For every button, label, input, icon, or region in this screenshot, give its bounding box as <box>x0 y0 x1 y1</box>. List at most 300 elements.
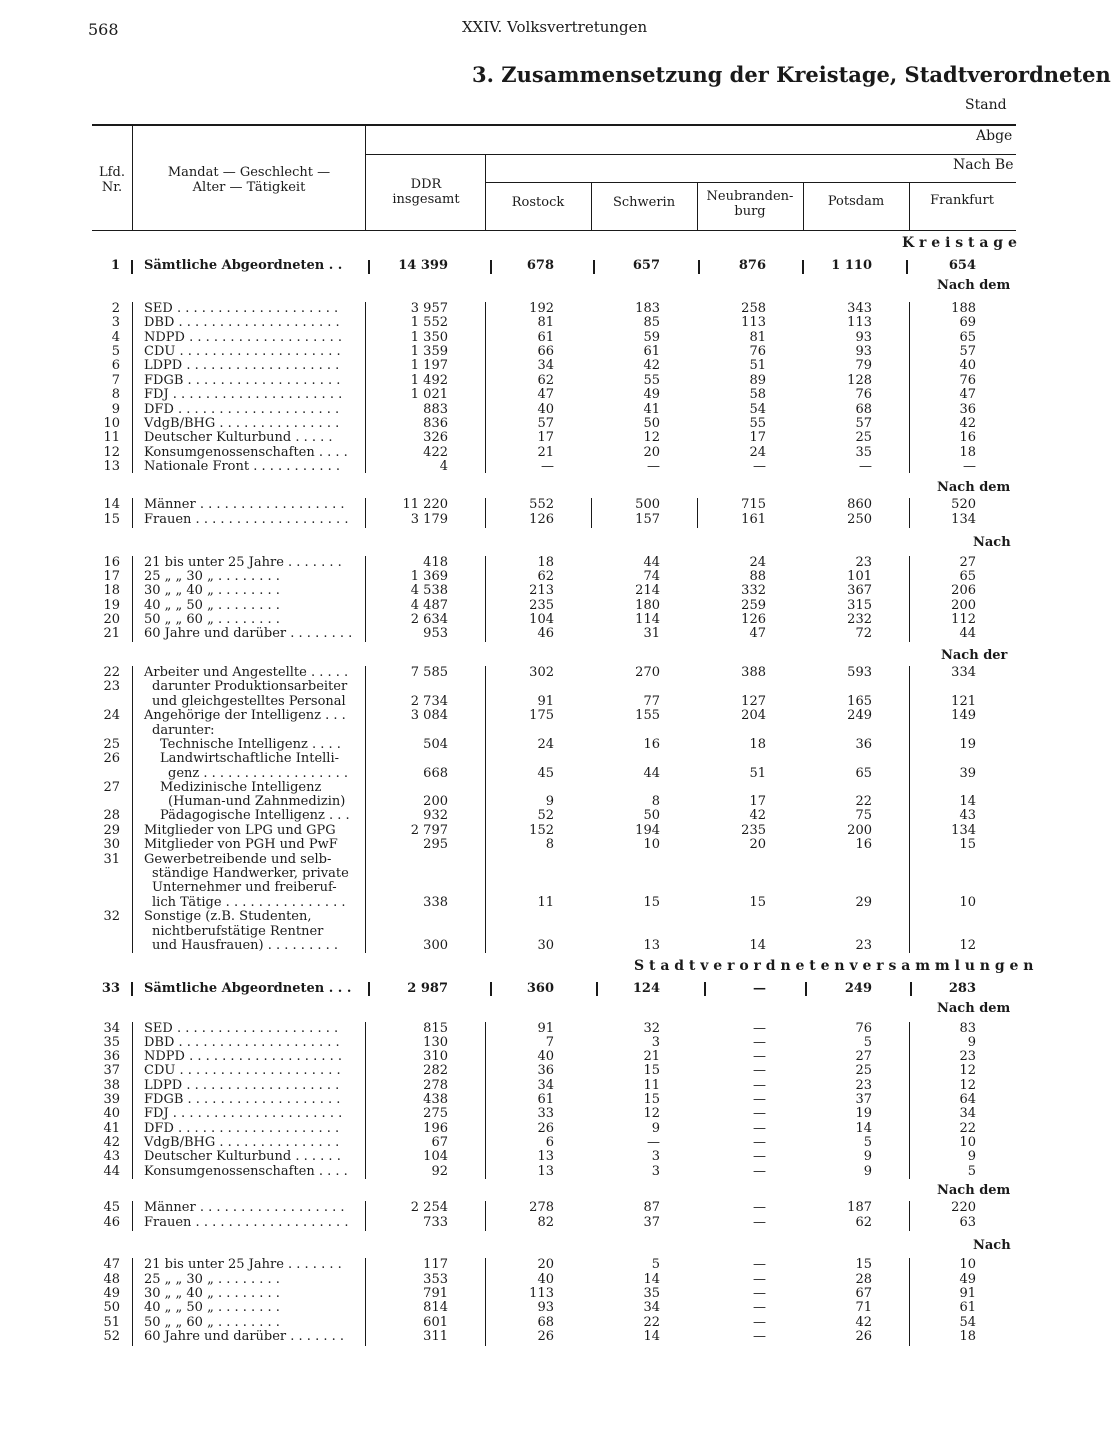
cell-value: 50 <box>643 416 660 431</box>
cell-value: 155 <box>635 708 660 723</box>
table-row <box>0 896 1024 910</box>
cell-value: 36 <box>537 1063 554 1078</box>
cell-value: 278 <box>423 1078 448 1093</box>
cell-value: 876 <box>738 258 766 273</box>
table-row <box>0 1107 1024 1121</box>
cell-value: 46 <box>537 626 554 641</box>
cell-value: 101 <box>847 569 872 584</box>
cell-value: 282 <box>423 1063 448 1078</box>
cell-value: 13 <box>537 1164 554 1179</box>
cell-value: 16 <box>643 737 660 752</box>
cell-value: 1 492 <box>410 373 448 388</box>
row-number: 21 <box>103 626 120 641</box>
cell-value: 36 <box>855 737 872 752</box>
cell-value: 9 <box>545 794 554 809</box>
table-row <box>0 1165 1024 1179</box>
cell-value: 1 359 <box>410 344 448 359</box>
row-number: 11 <box>103 430 120 445</box>
cell-value: 45 <box>537 766 554 781</box>
cell-value: 12 <box>643 1106 660 1121</box>
cell-value: 9 <box>967 1035 976 1050</box>
cell-value: 81 <box>749 330 766 345</box>
cell-value: 9 <box>967 1149 976 1164</box>
cell-value: 65 <box>855 766 872 781</box>
table-row <box>0 613 1024 627</box>
cell-value: 26 <box>537 1329 554 1344</box>
cell-value: — <box>753 1272 766 1287</box>
row-label: LDPD . . . . . . . . . . . . . . . . . . . <box>144 1078 340 1093</box>
subhead: Nach <box>973 535 1011 550</box>
cell-value: 69 <box>959 315 976 330</box>
table-row <box>0 1301 1024 1315</box>
cell-value: 66 <box>537 344 554 359</box>
row-label: VdgB/BHG . . . . . . . . . . . . . . . <box>144 1135 340 1150</box>
row-label: Sonstige (z.B. Studenten, <box>144 909 312 924</box>
row-number: 45 <box>103 1200 120 1215</box>
cell-value: 35 <box>855 445 872 460</box>
cell-value: 28 <box>855 1272 872 1287</box>
table-row <box>0 345 1024 359</box>
cell-value: — <box>753 1021 766 1036</box>
table-row <box>0 302 1024 316</box>
row-number: 23 <box>103 679 120 694</box>
cell-value: 24 <box>749 555 766 570</box>
cell-value: 104 <box>423 1149 448 1164</box>
cell-value: 91 <box>959 1286 976 1301</box>
header-lfd-nr <box>94 165 130 195</box>
cell-value: — <box>753 459 766 474</box>
cell-value: 64 <box>959 1092 976 1107</box>
table-row <box>0 925 1024 939</box>
cell-value: 15 <box>959 837 976 852</box>
cell-value: 68 <box>855 402 872 417</box>
cell-value: 65 <box>959 330 976 345</box>
cell-value: — <box>753 1149 766 1164</box>
cell-value: 25 <box>855 430 872 445</box>
cell-value: 814 <box>423 1300 448 1315</box>
cell-value: 14 399 <box>398 258 448 273</box>
row-label: Konsumgenossenschaften . . . . <box>144 445 348 460</box>
cell-value: 117 <box>423 1257 448 1272</box>
row-label: Pädagogische Intelligenz . . . <box>160 808 350 823</box>
cell-value: 500 <box>635 497 660 512</box>
cell-value: 68 <box>537 1315 554 1330</box>
cell-value: 187 <box>847 1200 872 1215</box>
cell-value: 121 <box>951 694 976 709</box>
row-number: 10 <box>103 416 120 431</box>
cell-value: 192 <box>529 301 554 316</box>
cell-value: 15 <box>643 1092 660 1107</box>
row-label: 40 „ „ 50 „ . . . . . . . . <box>144 598 280 613</box>
cell-value: 113 <box>741 315 766 330</box>
cell-value: 302 <box>529 665 554 680</box>
header-mandat <box>135 165 363 195</box>
row-number: 52 <box>103 1329 120 1344</box>
table-row <box>0 1287 1024 1301</box>
cell-value: 388 <box>741 665 766 680</box>
cell-value: 19 <box>959 737 976 752</box>
row-number: 20 <box>103 612 120 627</box>
row-label: lich Tätige . . . . . . . . . . . . . . . <box>152 895 346 910</box>
cell-value: 87 <box>643 1200 660 1215</box>
cell-value: 29 <box>855 895 872 910</box>
cell-value: 360 <box>526 981 554 996</box>
row-label: Nationale Front . . . . . . . . . . . <box>144 459 341 474</box>
row-label: DFD . . . . . . . . . . . . . . . . . . . . <box>144 402 340 417</box>
cell-value: 44 <box>959 626 976 641</box>
cell-value: 17 <box>749 794 766 809</box>
cell-value: 23 <box>855 555 872 570</box>
cell-value: 183 <box>635 301 660 316</box>
cell-value: 258 <box>741 301 766 316</box>
cell-value: 343 <box>847 301 872 316</box>
cell-value: — <box>753 1035 766 1050</box>
cell-value: 22 <box>959 1121 976 1136</box>
cell-value: 104 <box>529 612 554 627</box>
cell-value: 6 <box>545 1135 554 1150</box>
cell-value: 88 <box>749 569 766 584</box>
table-row <box>0 795 1024 809</box>
cell-value: 188 <box>951 301 976 316</box>
cell-value: 124 <box>632 981 660 996</box>
cell-value: 16 <box>959 430 976 445</box>
cell-value: 126 <box>741 612 766 627</box>
row-number: 48 <box>103 1272 120 1287</box>
cell-value: 18 <box>537 555 554 570</box>
cell-value: 14 <box>643 1329 660 1344</box>
top-rule <box>92 124 1016 126</box>
row-number: 34 <box>103 1021 120 1036</box>
cell-value: 27 <box>959 555 976 570</box>
header-nr: Nr. <box>101 180 123 195</box>
row-number: 51 <box>103 1315 120 1330</box>
cell-value: 9 <box>863 1149 872 1164</box>
cell-value: 57 <box>537 416 554 431</box>
cell-value: 47 <box>537 387 554 402</box>
cell-value: 15 <box>643 1063 660 1078</box>
row-label: nichtberufstätige Rentner <box>152 924 324 939</box>
row-label: Konsumgenossenschaften . . . . <box>144 1164 348 1179</box>
cell-value: 15 <box>749 895 766 910</box>
cell-value: 55 <box>643 373 660 388</box>
cell-value: 214 <box>635 583 660 598</box>
row-label: DBD . . . . . . . . . . . . . . . . . . . . <box>144 1035 340 1050</box>
row-label: FDGB . . . . . . . . . . . . . . . . . . . <box>144 1092 341 1107</box>
row-number: 47 <box>103 1257 120 1272</box>
cell-value: 12 <box>959 1063 976 1078</box>
cell-value: 18 <box>959 445 976 460</box>
row-label: 30 „ „ 40 „ . . . . . . . . <box>144 583 280 598</box>
cell-value: 49 <box>959 1272 976 1287</box>
cell-value: 92 <box>431 1164 448 1179</box>
cell-value: 332 <box>741 583 766 598</box>
cell-value: — <box>753 1257 766 1272</box>
cell-value: 12 <box>959 938 976 953</box>
cell-value: 22 <box>855 794 872 809</box>
row-label: FDJ . . . . . . . . . . . . . . . . . . . . . <box>144 387 343 402</box>
cell-value: 161 <box>741 512 766 527</box>
cell-value: 5 <box>651 1257 660 1272</box>
cell-value: 654 <box>948 258 976 273</box>
cell-value: 37 <box>643 1215 660 1230</box>
cell-value: 1 350 <box>410 330 448 345</box>
cell-value: 21 <box>643 1049 660 1064</box>
row-number: 9 <box>111 402 120 417</box>
table-row <box>0 1022 1024 1036</box>
cell-value: — <box>753 1078 766 1093</box>
row-label: ständige Handwerker, private <box>152 866 349 881</box>
row-label: SED . . . . . . . . . . . . . . . . . . . . <box>144 301 339 316</box>
table-row <box>0 1258 1024 1272</box>
cell-value: 8 <box>545 837 554 852</box>
table-row <box>0 1150 1024 1164</box>
cell-value: 422 <box>423 445 448 460</box>
cell-value: — <box>753 1286 766 1301</box>
cell-value: 54 <box>959 1315 976 1330</box>
cell-value: 601 <box>423 1315 448 1330</box>
row-label: FDGB . . . . . . . . . . . . . . . . . . . <box>144 373 341 388</box>
cell-value: 520 <box>951 497 976 512</box>
cell-value: 91 <box>537 1021 554 1036</box>
cell-value: 791 <box>423 1286 448 1301</box>
row-number: 49 <box>103 1286 120 1301</box>
row-number: 5 <box>111 344 120 359</box>
section-kreistage: K r e i s t a g e <box>902 235 1017 251</box>
header-divider <box>485 155 486 230</box>
cell-value: 43 <box>959 808 976 823</box>
table-row <box>0 374 1024 388</box>
cell-value: 200 <box>847 823 872 838</box>
row-number: 15 <box>103 512 120 527</box>
row-number: 12 <box>103 445 120 460</box>
cell-value: 2 254 <box>410 1200 448 1215</box>
cell-value: 93 <box>855 330 872 345</box>
row-number: 44 <box>103 1164 120 1179</box>
cell-value: 47 <box>749 626 766 641</box>
subhead: Nach <box>973 1238 1011 1253</box>
cell-value: 5 <box>967 1164 976 1179</box>
cell-value: 44 <box>643 555 660 570</box>
row-label: 25 „ „ 30 „ . . . . . . . . <box>144 569 280 584</box>
cell-value: 34 <box>537 358 554 373</box>
table-row <box>0 556 1024 570</box>
cell-value: 67 <box>855 1286 872 1301</box>
row-number: 27 <box>103 780 120 795</box>
cell-value: 52 <box>537 808 554 823</box>
row-number: 40 <box>103 1106 120 1121</box>
cell-value: — <box>753 1049 766 1064</box>
header-divider <box>132 125 133 230</box>
row-label: Deutscher Kulturbund . . . . . . <box>144 1149 341 1164</box>
row-number: 50 <box>103 1300 120 1315</box>
cell-value: 4 487 <box>410 598 448 613</box>
table-row <box>0 570 1024 584</box>
row-number: 24 <box>103 708 120 723</box>
row-number: 22 <box>103 665 120 680</box>
cell-value: 204 <box>741 708 766 723</box>
table-row <box>0 460 1024 474</box>
header-abge: Abge <box>976 128 1013 144</box>
row-number: 43 <box>103 1149 120 1164</box>
cell-value: — <box>753 1164 766 1179</box>
cell-value: 134 <box>951 823 976 838</box>
cell-value: 30 <box>537 938 554 953</box>
cell-value: 34 <box>959 1106 976 1121</box>
row-label: Sämtliche Abgeordneten . . <box>144 258 343 273</box>
cell-value: 1 197 <box>410 358 448 373</box>
cell-value: 353 <box>423 1272 448 1287</box>
cell-value: 63 <box>959 1215 976 1230</box>
row-number: 32 <box>103 909 120 924</box>
cell-value: 275 <box>423 1106 448 1121</box>
table-row <box>0 388 1024 402</box>
table-row <box>0 680 1024 694</box>
cell-value: 200 <box>951 598 976 613</box>
cell-value: 93 <box>855 344 872 359</box>
cell-value: — <box>647 459 660 474</box>
cell-value: 40 <box>537 1049 554 1064</box>
cell-value: 19 <box>855 1106 872 1121</box>
row-label: Frauen . . . . . . . . . . . . . . . . . . . <box>144 1215 349 1230</box>
header-bottom-rule <box>92 230 1016 231</box>
cell-value: 300 <box>423 938 448 953</box>
cell-value: 311 <box>423 1329 448 1344</box>
cell-value: 2 987 <box>407 981 448 996</box>
header-mandat-line1: Mandat — Geschlecht — <box>167 165 331 180</box>
row-label: CDU . . . . . . . . . . . . . . . . . . . . <box>144 1063 341 1078</box>
abge-rule <box>365 154 1016 155</box>
row-label: 21 bis unter 25 Jahre . . . . . . . <box>144 1257 342 1272</box>
cell-value: 33 <box>537 1106 554 1121</box>
cell-value: 235 <box>741 823 766 838</box>
cell-value: 77 <box>643 694 660 709</box>
row-label: (Human-und Zahnmedizin) <box>168 794 346 809</box>
table-row <box>0 1201 1024 1215</box>
table-row <box>0 417 1024 431</box>
row-label: Männer . . . . . . . . . . . . . . . . . . <box>144 497 345 512</box>
cell-value: 40 <box>959 358 976 373</box>
row-label: 60 Jahre und darüber . . . . . . . . <box>144 626 353 641</box>
cell-value: 61 <box>537 1092 554 1107</box>
cell-value: 815 <box>423 1021 448 1036</box>
cell-value: 42 <box>643 358 660 373</box>
cell-value: 128 <box>847 373 872 388</box>
cell-value: 2 734 <box>410 694 448 709</box>
row-number: 38 <box>103 1078 120 1093</box>
cell-value: — <box>541 459 554 474</box>
cell-value: 10 <box>959 1135 976 1150</box>
table-row <box>0 939 1024 953</box>
cell-value: 44 <box>643 766 660 781</box>
cell-value: 42 <box>855 1315 872 1330</box>
cell-value: 17 <box>537 430 554 445</box>
subhead: Nach dem <box>937 278 1011 293</box>
table-row <box>0 695 1024 709</box>
cell-value: 27 <box>855 1049 872 1064</box>
cell-value: 18 <box>749 737 766 752</box>
cell-value: 76 <box>855 387 872 402</box>
row-label: 50 „ „ 60 „ . . . . . . . . <box>144 612 280 627</box>
row-label: Sämtliche Abgeordneten . . . <box>144 981 352 996</box>
stand-label: Stand <box>965 97 1007 113</box>
header-frankfurt: Frankfurt <box>930 193 994 208</box>
cell-value: 62 <box>537 373 554 388</box>
cell-value: 42 <box>749 808 766 823</box>
cell-value: 3 <box>651 1035 660 1050</box>
cell-value: 17 <box>749 430 766 445</box>
header-ddr <box>368 177 484 207</box>
header-lfd: Lfd. <box>99 165 125 180</box>
cell-value: 24 <box>537 737 554 752</box>
cell-value: 23 <box>959 1049 976 1064</box>
cell-value: — <box>753 1106 766 1121</box>
section-stadtverordnetenversammlungen: S t a d t v e r o r d n e t e n v e r s a m m l u n g e n <box>634 958 1034 974</box>
header-mandat-line2: Alter — Tätigkeit <box>192 180 306 195</box>
cell-value: 165 <box>847 694 872 709</box>
cell-value: 39 <box>959 766 976 781</box>
table-row <box>0 853 1024 867</box>
cell-value: 62 <box>537 569 554 584</box>
cell-value: 75 <box>855 808 872 823</box>
row-label: Landwirtschaftliche Intelli- <box>160 751 339 766</box>
cell-value: 157 <box>635 512 660 527</box>
cell-value: 41 <box>643 402 660 417</box>
cell-value: 54 <box>749 402 766 417</box>
cell-value: 15 <box>643 895 660 910</box>
cell-value: — <box>753 1063 766 1078</box>
row-number: 39 <box>103 1092 120 1107</box>
row-number: 1 <box>110 258 120 273</box>
table-row <box>0 331 1024 345</box>
cell-value: 57 <box>959 344 976 359</box>
cell-value: 37 <box>855 1092 872 1107</box>
cell-value: 89 <box>749 373 766 388</box>
row-number: 35 <box>103 1035 120 1050</box>
row-number: 13 <box>103 459 120 474</box>
cell-value: 3 957 <box>410 301 448 316</box>
cell-value: 504 <box>423 737 448 752</box>
row-label: genz . . . . . . . . . . . . . . . . . . <box>168 766 349 781</box>
cell-value: 18 <box>959 1329 976 1344</box>
row-number: 41 <box>103 1121 120 1136</box>
cell-value: 42 <box>959 416 976 431</box>
row-label: Männer . . . . . . . . . . . . . . . . . . <box>144 1200 345 1215</box>
cell-value: — <box>753 1315 766 1330</box>
table-row <box>0 513 1024 527</box>
cell-value: 65 <box>959 569 976 584</box>
row-number: 28 <box>103 808 120 823</box>
row-number: 14 <box>103 497 120 512</box>
cell-value: 367 <box>847 583 872 598</box>
row-label: SED . . . . . . . . . . . . . . . . . . . . <box>144 1021 339 1036</box>
row-label: Unternehmer und freiberuf- <box>152 880 337 895</box>
table-row <box>0 910 1024 924</box>
cell-value: 180 <box>635 598 660 613</box>
cell-value: — <box>753 1121 766 1136</box>
row-number: 37 <box>103 1063 120 1078</box>
cell-value: 76 <box>959 373 976 388</box>
table-row <box>0 259 1024 273</box>
table-row <box>0 738 1024 752</box>
cell-value: 196 <box>423 1121 448 1136</box>
cell-value: 5 <box>863 1035 872 1050</box>
row-label: Deutscher Kulturbund . . . . . <box>144 430 333 445</box>
cell-value: 61 <box>537 330 554 345</box>
row-label: NDPD . . . . . . . . . . . . . . . . . . . <box>144 1049 342 1064</box>
cell-value: 295 <box>423 837 448 852</box>
cell-value: 860 <box>847 497 872 512</box>
cell-value: 4 538 <box>410 583 448 598</box>
